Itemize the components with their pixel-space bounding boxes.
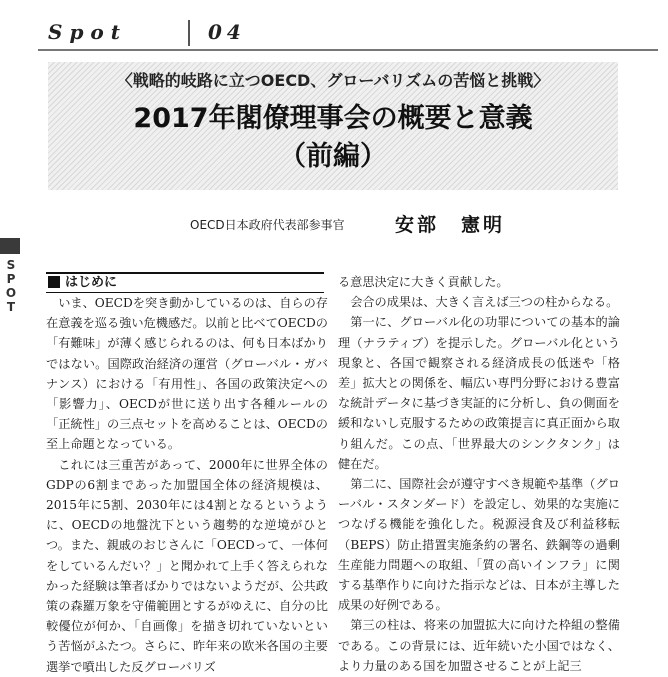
- section-heading: [46, 272, 324, 293]
- spot-label: Spot: [48, 20, 128, 44]
- article-title-part: （前編）: [279, 141, 387, 172]
- section-heading-text: はじめに: [65, 275, 118, 290]
- title-box: [48, 62, 618, 190]
- paragraph: いま、OECDを突き動かしているのは、自らの存在意義を巡る強い危機感だ。以前と比べてOECDの「有難味」が薄く感じられるのは、何も日本ばかりではない。国際政治経済の運営（グローバル・ガバナンス）における「有用性」、各国の政策決定への「影響力」、OECDが世に送り出す各種ルールの「正統性」の三点セットを高めることは、OECDの至上命題となっている。: [46, 296, 328, 452]
- paragraph: 第一に、グローバル化の功罪についての基本的論理（ナラティブ）を提示した。グローバル化という現象と、各国で観察される経済成長の低迷や「格差」拡大との関係を、幅広い専門分野における豊富な統計データに基づき実証的に分析し、負の側面を緩和ないし克服するための政策提言に真正面から取り組んだ。この点、「世界最大のシンクタンク」は健在だ。: [338, 315, 620, 471]
- right-column: [338, 272, 620, 676]
- spot-separator: [188, 20, 190, 46]
- paragraph: これには三重苦があって、2000年に世界全体のGDPの6割まであった加盟国全体の経済規模は、2015年に5割、2030年には4割となるというように、OECDの地盤沈下という趨勢的な逆境がひとつ。また、親戚のおじさんに「OECDって、一体何をしているんだい？」と聞かれて上手く答えられなかった経験は筆者ばかりではないようだが、公共政策の森羅万象を守備範囲とするがゆえに、自分の比較優位が何か、「自画像」を描き切れていないという苦悩がふたつ。さらに、昨年来の欧米各国の主要選挙で噴出した反グローバリズ: [46, 457, 328, 674]
- side-label-letter: S: [6, 258, 16, 272]
- spot-number: 04: [208, 20, 246, 44]
- article-title: [48, 100, 618, 176]
- header-rule: [38, 49, 658, 51]
- article-subtitle: 〈戦略的岐路に立つOECD、グローバリズムの苦悩と挑戦〉: [116, 71, 550, 90]
- section-square-icon: [48, 276, 60, 288]
- paragraph: 第二に、国際社会が遵守すべき規範や基準（グローバル・スタンダード）を設定し、効果的な実施につなげる機能を強化した。税源浸食及び利益移転（BEPS）防止措置実施条約の署名、鉄鋼等の過剰生産能力問題への取組、「質の高いインフラ」に関する基準作りに向けた指示などは、日本が主導した成果の好例である。: [338, 477, 620, 613]
- left-column: [46, 272, 328, 677]
- side-label-letter: O: [5, 286, 17, 300]
- side-label-letter: P: [6, 272, 16, 286]
- paragraph: る意思決定に大きく貢献した。: [338, 275, 509, 289]
- paragraph: 会合の成果は、大きく言えば三つの柱からなる。: [350, 295, 619, 310]
- side-label: [4, 258, 18, 314]
- author-organization: OECD日本政府代表部参事官: [190, 218, 345, 232]
- side-tab-marker: [0, 238, 20, 254]
- spot-header: [38, 14, 658, 50]
- paragraph: 第三の柱は、将来の加盟拡大に向けた枠組の整備である。この背景には、近年続いた小国ではなく、より力量のある国を加盟させることが上記三: [338, 618, 620, 673]
- side-label-letter: T: [6, 300, 16, 314]
- article-title-main: 2017年閣僚理事会の概要と意義: [133, 103, 533, 134]
- author-name: 安部 憲明: [395, 214, 506, 236]
